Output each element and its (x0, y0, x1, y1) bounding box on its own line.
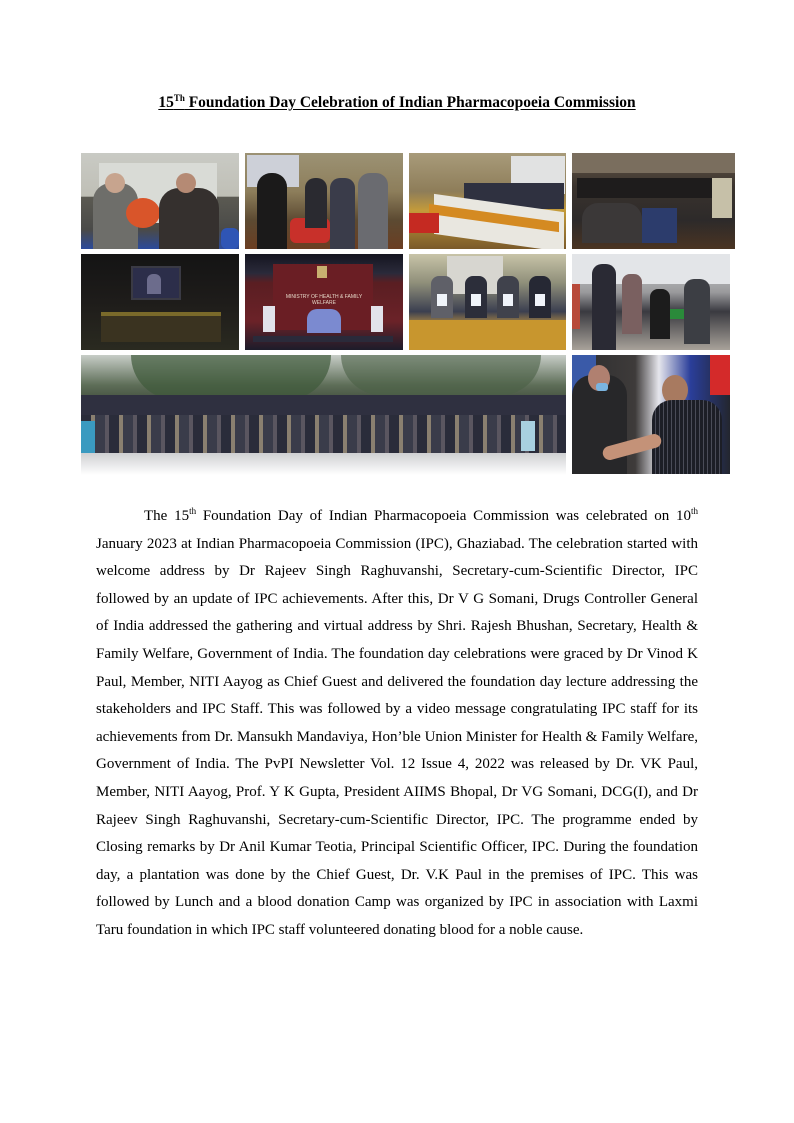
photo-blood-donation (572, 355, 730, 474)
photo-lamp-lighting (245, 153, 403, 249)
photo-welcome-bouquet (81, 153, 239, 249)
photo-virtual-screen (81, 254, 239, 350)
photo-group (81, 355, 566, 475)
page-title (0, 94, 794, 112)
page-title-text: 15Th Foundation Day Celebration of Indian Pharmacopoeia Commission (158, 93, 636, 111)
photo-plantation (572, 254, 730, 350)
photo-newsletter-release (409, 254, 566, 350)
photo-dais (409, 153, 566, 249)
ministry-screen-text: MINISTRY OF HEALTH & FAMILY WELFARE (285, 294, 363, 306)
photo-audience (572, 153, 735, 249)
body-paragraph: The 15th Foundation Day of Indian Pharmacopoeia Commission was celebrated on 10th January 2023 at Indian Pharmacopoeia Commission (IPC), Ghaziabad. The celebration started with welcome address by Dr Rajeev Singh Raghuvanshi, Secretary-cum-Scientific Director, IPC followed by an update of IPC achievements. After this, Dr V G Somani, Drugs Controller General of India addressed the gathering and virtual address by Shri. Rajesh Bhushan, Secretary, Health & Family Welfare, Government of India. The foundation day celebrations were graced by Dr Vinod K Paul, Member, NITI Aayog as Chief Guest and delivered the foundation day lecture addressing the stakeholders and IPC Staff. This was followed by a video message congratulating IPC staff for its achievements from Dr. Mansukh Mandaviya, Hon’ble Union Minister for Health & Family Welfare, Government of India. The PvPI Newsletter Vol. 12 Issue 4, 2022 was released by Dr. VK Paul, Member, NITI Aayog, Prof. Y K Gupta, President AIIMS Bhopal, Dr VG Somani, DCG(I), and Dr Rajeev Singh Raghuvanshi, Secretary-cum-Scientific Director, IPC. The programme ended by Closing remarks by Dr Anil Kumar Teotia, Principal Scientific Officer, IPC. During the foundation day, a plantation was done by the Chief Guest, Dr. V.K Paul in the premises of IPC. This was followed by Lunch and a blood donation Camp was organized by IPC in association with Laxmi Taru foundation in which IPC staff volunteered donating blood for a noble cause. (96, 506, 698, 938)
photo-ministry-video (245, 254, 403, 350)
